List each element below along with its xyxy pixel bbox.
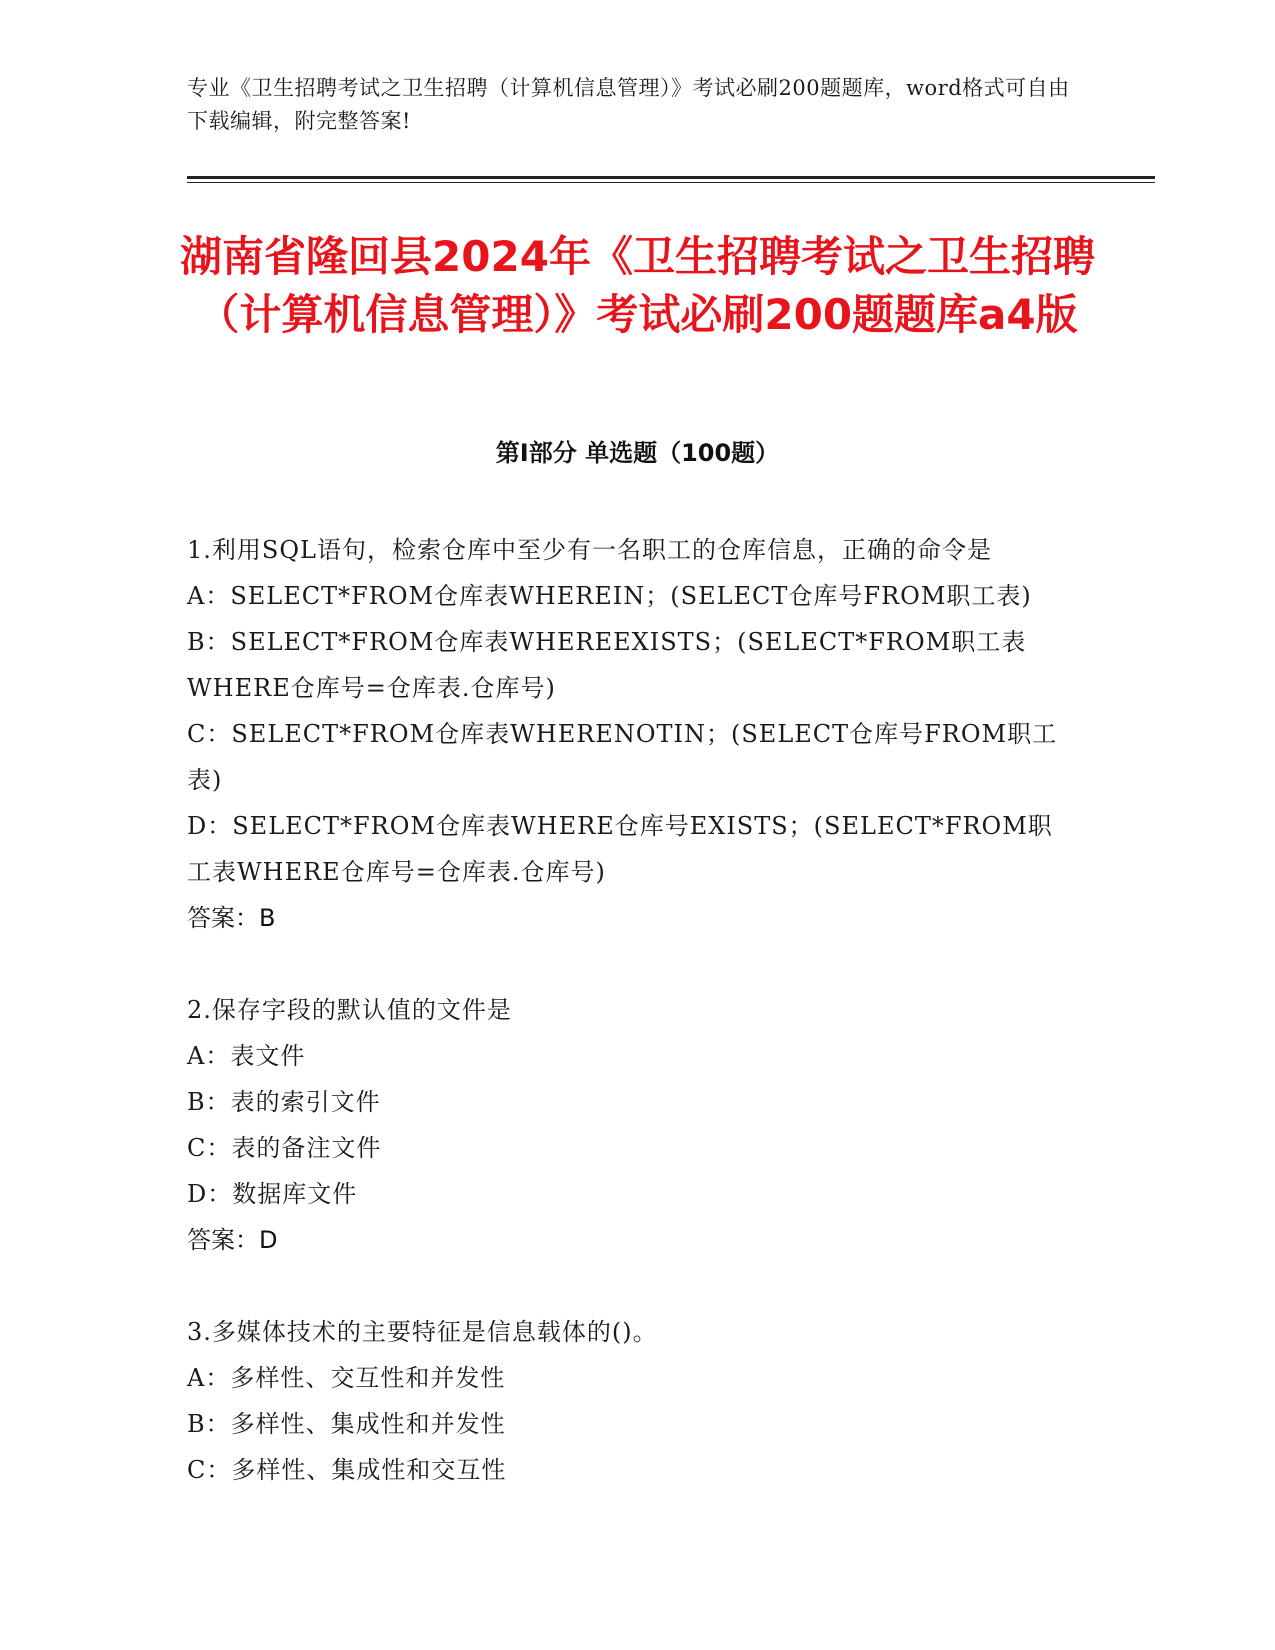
option-b: B：表的索引文件	[187, 1088, 381, 1116]
option-d: D：数据库文件	[187, 1180, 358, 1208]
header-note: 专业《卫生招聘考试之卫生招聘（计算机信息管理）》考试必刷200题题库，word格式可自由下载编辑，附完整答案!	[187, 76, 1070, 133]
header-rule-thick	[187, 176, 1155, 179]
option-c: C：多样性、集成性和交互性	[187, 1456, 507, 1484]
section-heading: 第Ⅰ部分 单选题（100题）	[495, 439, 780, 467]
option-a: A：多样性、交互性和并发性	[187, 1364, 506, 1392]
option-d: D：SELECT*FROM仓库表WHERE仓库号EXISTS；(SELECT*FROM职工表WHERE仓库号=仓库表.仓库号)	[187, 812, 1053, 886]
option-a: A：SELECT*FROM仓库表WHEREIN；(SELECT仓库号FROM职工表)	[187, 582, 1032, 610]
document-title: 湖南省隆回县2024年《卫生招聘考试之卫生招聘（计算机信息管理）》考试必刷200题题库a4版	[180, 232, 1095, 339]
answer-line: 答案：D	[187, 1226, 278, 1254]
option-c: C：SELECT*FROM仓库表WHERENOTIN；(SELECT仓库号FROM职工表)	[187, 720, 1058, 794]
question-3	[187, 1309, 1067, 1493]
option-b: B：多样性、集成性和并发性	[187, 1410, 506, 1438]
option-c: C：表的备注文件	[187, 1134, 382, 1162]
option-b: B：SELECT*FROM仓库表WHEREEXISTS；(SELECT*FROM职工表WHERE仓库号=仓库表.仓库号)	[187, 628, 1027, 702]
answer-line: 答案：B	[187, 904, 276, 932]
header-rule-thin	[187, 182, 1155, 183]
question-1	[187, 527, 1067, 941]
option-a: A：表文件	[187, 1042, 306, 1070]
question-2	[187, 987, 1067, 1263]
question-list	[187, 527, 1067, 1539]
question-stem: 3.多媒体技术的主要特征是信息载体的()。	[187, 1318, 658, 1346]
question-stem: 2.保存字段的默认值的文件是	[187, 996, 512, 1024]
question-stem: 1.利用SQL语句，检索仓库中至少有一名职工的仓库信息，正确的命令是	[187, 536, 992, 564]
